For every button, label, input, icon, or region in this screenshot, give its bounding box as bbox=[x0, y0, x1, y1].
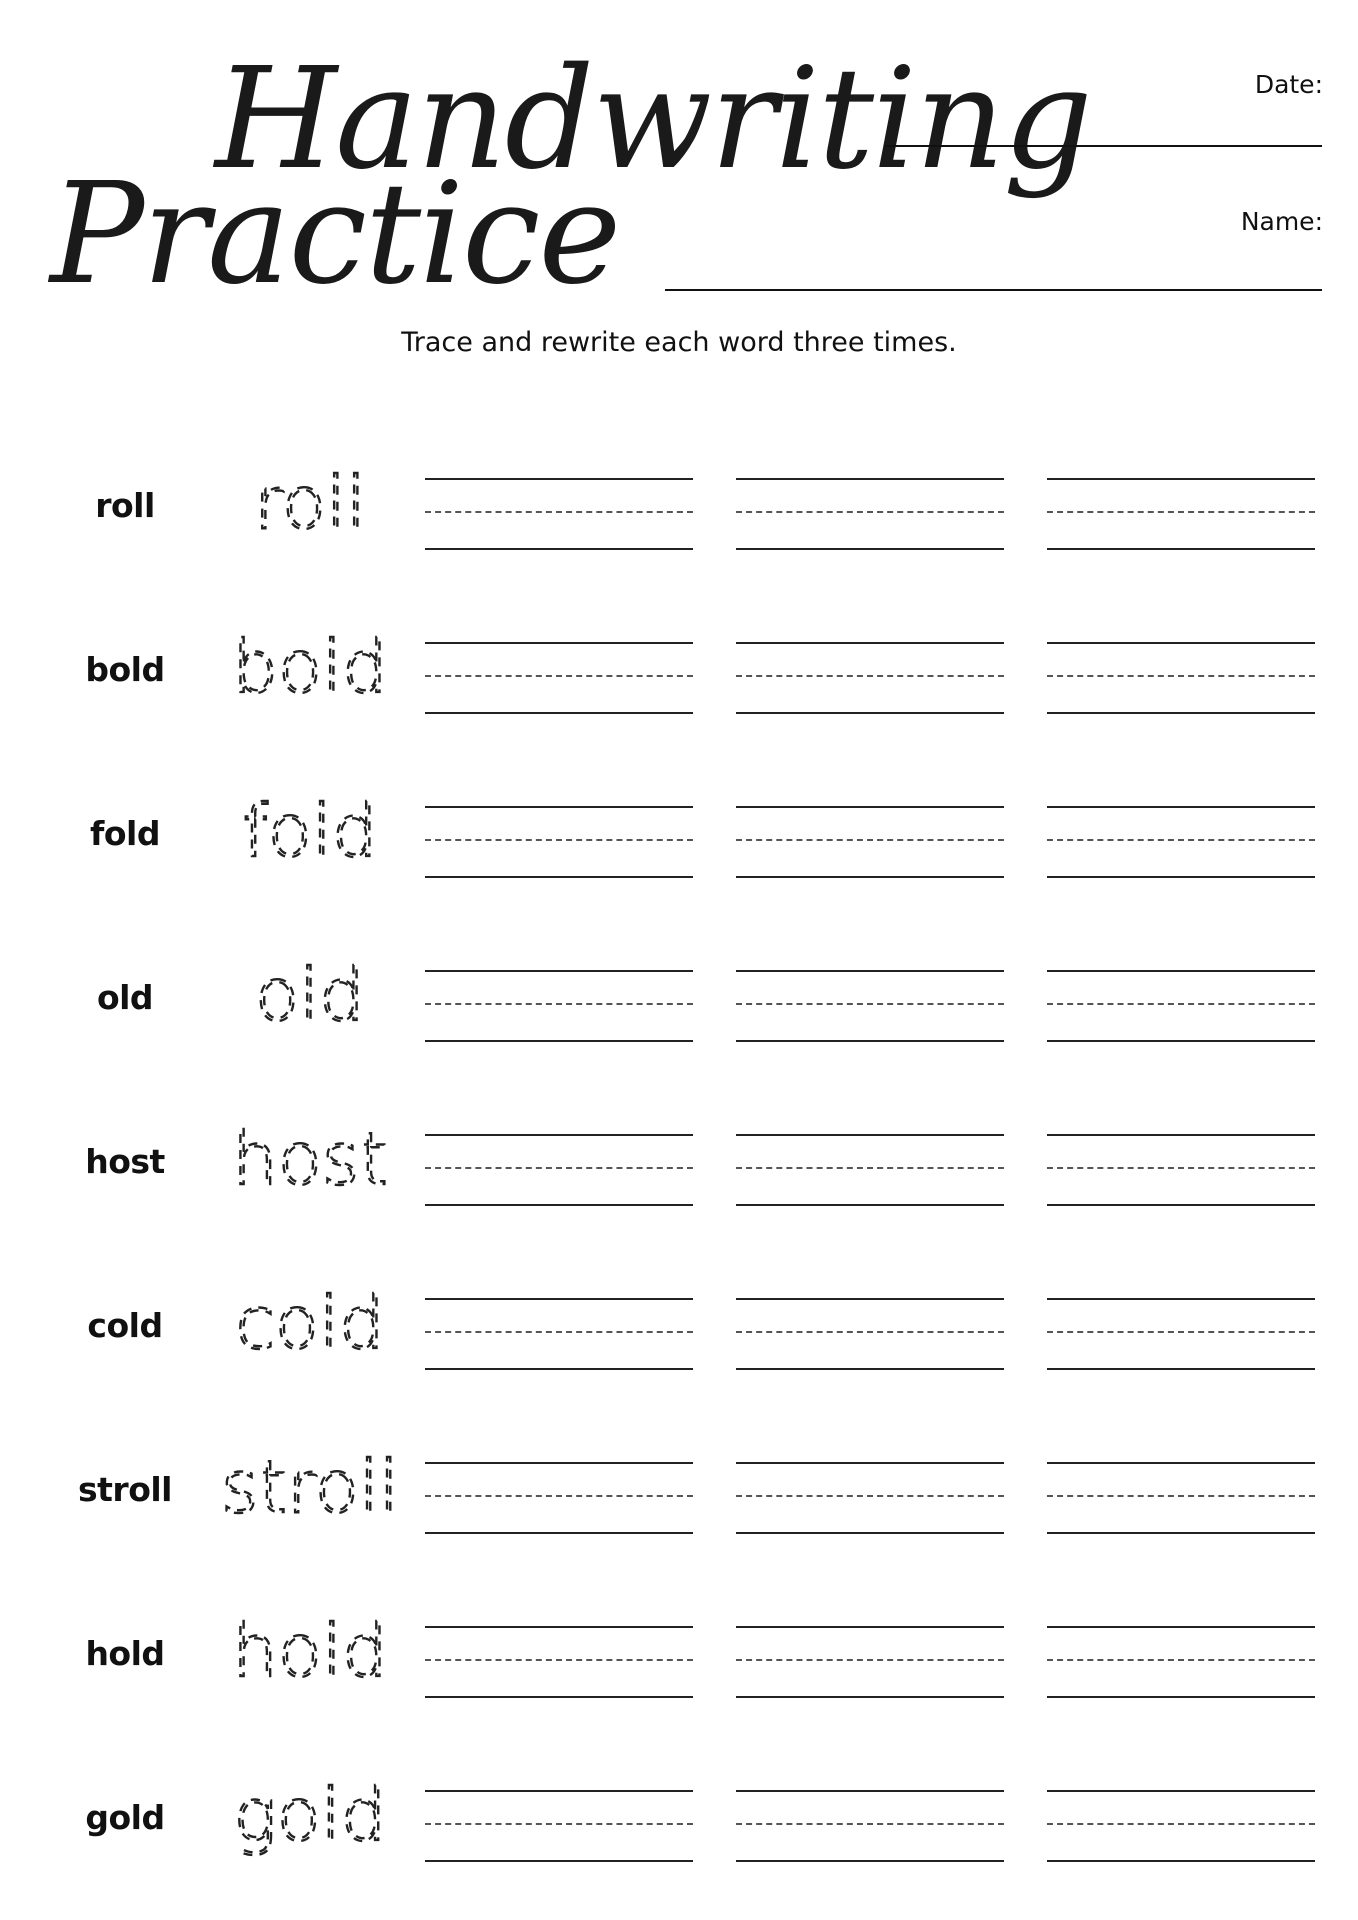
solid-bottom-line bbox=[1047, 548, 1315, 550]
dashed-mid-line bbox=[1047, 1495, 1315, 1497]
writing-lines-1[interactable] bbox=[425, 970, 693, 1042]
solid-bottom-line bbox=[425, 876, 693, 878]
solid-bottom-line bbox=[1047, 1532, 1315, 1534]
solid-top-line bbox=[425, 806, 693, 808]
writing-lines-3[interactable] bbox=[1047, 806, 1315, 878]
writing-lines-3[interactable] bbox=[1047, 1462, 1315, 1534]
practice-row bbox=[0, 1760, 1358, 1880]
dotted-trace-text: gold bbox=[233, 1773, 387, 1857]
writing-lines-2[interactable] bbox=[736, 642, 1004, 714]
solid-bottom-line bbox=[736, 876, 1004, 878]
dashed-mid-line bbox=[736, 1167, 1004, 1169]
solid-bottom-line bbox=[736, 1696, 1004, 1698]
solid-bottom-line bbox=[425, 548, 693, 550]
trace-word bbox=[215, 448, 405, 558]
dotted-trace-text: bold bbox=[232, 625, 388, 709]
dashed-mid-line bbox=[736, 1659, 1004, 1661]
writing-lines-2[interactable] bbox=[736, 1790, 1004, 1862]
writing-lines-3[interactable] bbox=[1047, 1626, 1315, 1698]
solid-bottom-line bbox=[1047, 1860, 1315, 1862]
example-word: old bbox=[96, 978, 154, 1017]
writing-lines-1[interactable] bbox=[425, 478, 693, 550]
trace-word bbox=[215, 612, 405, 722]
solid-top-line bbox=[1047, 478, 1315, 480]
date-line[interactable] bbox=[885, 145, 1322, 147]
writing-lines-2[interactable] bbox=[736, 1626, 1004, 1698]
dotted-trace-text: fold bbox=[242, 789, 378, 873]
solid-top-line bbox=[1047, 1298, 1315, 1300]
dashed-mid-line bbox=[736, 1331, 1004, 1333]
writing-lines-1[interactable] bbox=[425, 1298, 693, 1370]
dashed-mid-line bbox=[1047, 1167, 1315, 1169]
dashed-mid-line bbox=[425, 1659, 693, 1661]
solid-top-line bbox=[736, 1626, 1004, 1628]
dashed-mid-line bbox=[425, 1331, 693, 1333]
instruction-text: Trace and rewrite each word three times. bbox=[401, 327, 957, 358]
solid-top-line bbox=[425, 1626, 693, 1628]
solid-bottom-line bbox=[425, 712, 693, 714]
solid-bottom-line bbox=[1047, 1204, 1315, 1206]
solid-top-line bbox=[1047, 970, 1315, 972]
title-practice: Practice bbox=[50, 153, 620, 316]
trace-word bbox=[215, 1268, 405, 1378]
dotted-trace-text: host bbox=[232, 1117, 388, 1201]
dotted-trace-text: hold bbox=[232, 1609, 388, 1693]
writing-lines-3[interactable] bbox=[1047, 478, 1315, 550]
dashed-mid-line bbox=[736, 839, 1004, 841]
solid-bottom-line bbox=[425, 1532, 693, 1534]
dashed-mid-line bbox=[425, 1495, 693, 1497]
writing-lines-1[interactable] bbox=[425, 1134, 693, 1206]
dashed-mid-line bbox=[425, 511, 693, 513]
dashed-mid-line bbox=[1047, 675, 1315, 677]
writing-lines-1[interactable] bbox=[425, 806, 693, 878]
solid-top-line bbox=[1047, 806, 1315, 808]
trace-word bbox=[215, 1760, 405, 1870]
solid-bottom-line bbox=[736, 1204, 1004, 1206]
trace-word bbox=[215, 1104, 405, 1214]
solid-top-line bbox=[425, 1298, 693, 1300]
dashed-mid-line bbox=[1047, 839, 1315, 841]
practice-row bbox=[0, 1104, 1358, 1224]
solid-top-line bbox=[425, 1462, 693, 1464]
writing-lines-3[interactable] bbox=[1047, 1298, 1315, 1370]
example-word: cold bbox=[87, 1306, 163, 1345]
writing-lines-1[interactable] bbox=[425, 1790, 693, 1862]
solid-top-line bbox=[1047, 1790, 1315, 1792]
trace-word bbox=[215, 940, 405, 1050]
practice-row bbox=[0, 940, 1358, 1060]
solid-bottom-line bbox=[736, 1040, 1004, 1042]
dashed-mid-line bbox=[1047, 1823, 1315, 1825]
solid-top-line bbox=[736, 1790, 1004, 1792]
solid-top-line bbox=[425, 970, 693, 972]
dashed-mid-line bbox=[736, 511, 1004, 513]
solid-bottom-line bbox=[425, 1040, 693, 1042]
solid-bottom-line bbox=[425, 1696, 693, 1698]
practice-row bbox=[0, 1596, 1358, 1716]
solid-bottom-line bbox=[1047, 1040, 1315, 1042]
example-word: gold bbox=[85, 1798, 165, 1837]
writing-lines-3[interactable] bbox=[1047, 1790, 1315, 1862]
example-word: stroll bbox=[78, 1470, 172, 1509]
dashed-mid-line bbox=[425, 1003, 693, 1005]
writing-lines-2[interactable] bbox=[736, 806, 1004, 878]
writing-lines-2[interactable] bbox=[736, 1462, 1004, 1534]
dashed-mid-line bbox=[1047, 1003, 1315, 1005]
trace-word bbox=[215, 776, 405, 886]
solid-top-line bbox=[736, 1134, 1004, 1136]
writing-lines-1[interactable] bbox=[425, 1626, 693, 1698]
writing-lines-3[interactable] bbox=[1047, 642, 1315, 714]
writing-lines-2[interactable] bbox=[736, 1298, 1004, 1370]
solid-top-line bbox=[425, 1790, 693, 1792]
example-word: fold bbox=[90, 814, 160, 853]
solid-top-line bbox=[736, 478, 1004, 480]
practice-row bbox=[0, 1268, 1358, 1388]
example-word: bold bbox=[85, 650, 165, 689]
solid-bottom-line bbox=[736, 1532, 1004, 1534]
dashed-mid-line bbox=[1047, 511, 1315, 513]
example-word: host bbox=[85, 1142, 165, 1181]
writing-lines-2[interactable] bbox=[736, 1134, 1004, 1206]
writing-lines-1[interactable] bbox=[425, 1462, 693, 1534]
solid-bottom-line bbox=[1047, 1696, 1315, 1698]
solid-bottom-line bbox=[425, 1204, 693, 1206]
solid-top-line bbox=[736, 1462, 1004, 1464]
solid-bottom-line bbox=[736, 712, 1004, 714]
solid-top-line bbox=[1047, 1626, 1315, 1628]
dashed-mid-line bbox=[736, 1495, 1004, 1497]
dashed-mid-line bbox=[425, 1167, 693, 1169]
dashed-mid-line bbox=[736, 675, 1004, 677]
solid-bottom-line bbox=[736, 1368, 1004, 1370]
solid-top-line bbox=[736, 806, 1004, 808]
solid-top-line bbox=[736, 970, 1004, 972]
solid-top-line bbox=[425, 1134, 693, 1136]
name-label: Name: bbox=[1240, 207, 1323, 236]
practice-row bbox=[0, 776, 1358, 896]
practice-row bbox=[0, 612, 1358, 732]
practice-row bbox=[0, 448, 1358, 568]
dashed-mid-line bbox=[736, 1823, 1004, 1825]
solid-bottom-line bbox=[1047, 712, 1315, 714]
dotted-trace-text: cold bbox=[235, 1281, 385, 1365]
name-line[interactable] bbox=[665, 289, 1322, 291]
example-word: roll bbox=[95, 486, 155, 525]
writing-lines-2[interactable] bbox=[736, 478, 1004, 550]
solid-top-line bbox=[1047, 1462, 1315, 1464]
trace-word bbox=[215, 1432, 405, 1542]
dotted-trace-text: stroll bbox=[221, 1445, 399, 1529]
solid-top-line bbox=[736, 1298, 1004, 1300]
dashed-mid-line bbox=[736, 1003, 1004, 1005]
title-handwriting: Handwriting bbox=[215, 38, 1091, 201]
dashed-mid-line bbox=[425, 1823, 693, 1825]
trace-word bbox=[215, 1596, 405, 1706]
solid-top-line bbox=[425, 478, 693, 480]
solid-top-line bbox=[736, 642, 1004, 644]
solid-top-line bbox=[425, 642, 693, 644]
dashed-mid-line bbox=[425, 839, 693, 841]
solid-bottom-line bbox=[736, 1860, 1004, 1862]
writing-lines-3[interactable] bbox=[1047, 1134, 1315, 1206]
example-word: hold bbox=[85, 1634, 165, 1673]
writing-lines-3[interactable] bbox=[1047, 970, 1315, 1042]
solid-bottom-line bbox=[1047, 876, 1315, 878]
dashed-mid-line bbox=[1047, 1659, 1315, 1661]
date-label: Date: bbox=[1254, 70, 1323, 99]
solid-bottom-line bbox=[1047, 1368, 1315, 1370]
solid-bottom-line bbox=[736, 548, 1004, 550]
solid-bottom-line bbox=[425, 1860, 693, 1862]
dotted-trace-text: roll bbox=[253, 461, 367, 545]
dashed-mid-line bbox=[425, 675, 693, 677]
dashed-mid-line bbox=[1047, 1331, 1315, 1333]
writing-lines-1[interactable] bbox=[425, 642, 693, 714]
solid-top-line bbox=[1047, 642, 1315, 644]
writing-lines-2[interactable] bbox=[736, 970, 1004, 1042]
solid-bottom-line bbox=[425, 1368, 693, 1370]
solid-top-line bbox=[1047, 1134, 1315, 1136]
practice-row bbox=[0, 1432, 1358, 1552]
dotted-trace-text: old bbox=[255, 953, 365, 1037]
